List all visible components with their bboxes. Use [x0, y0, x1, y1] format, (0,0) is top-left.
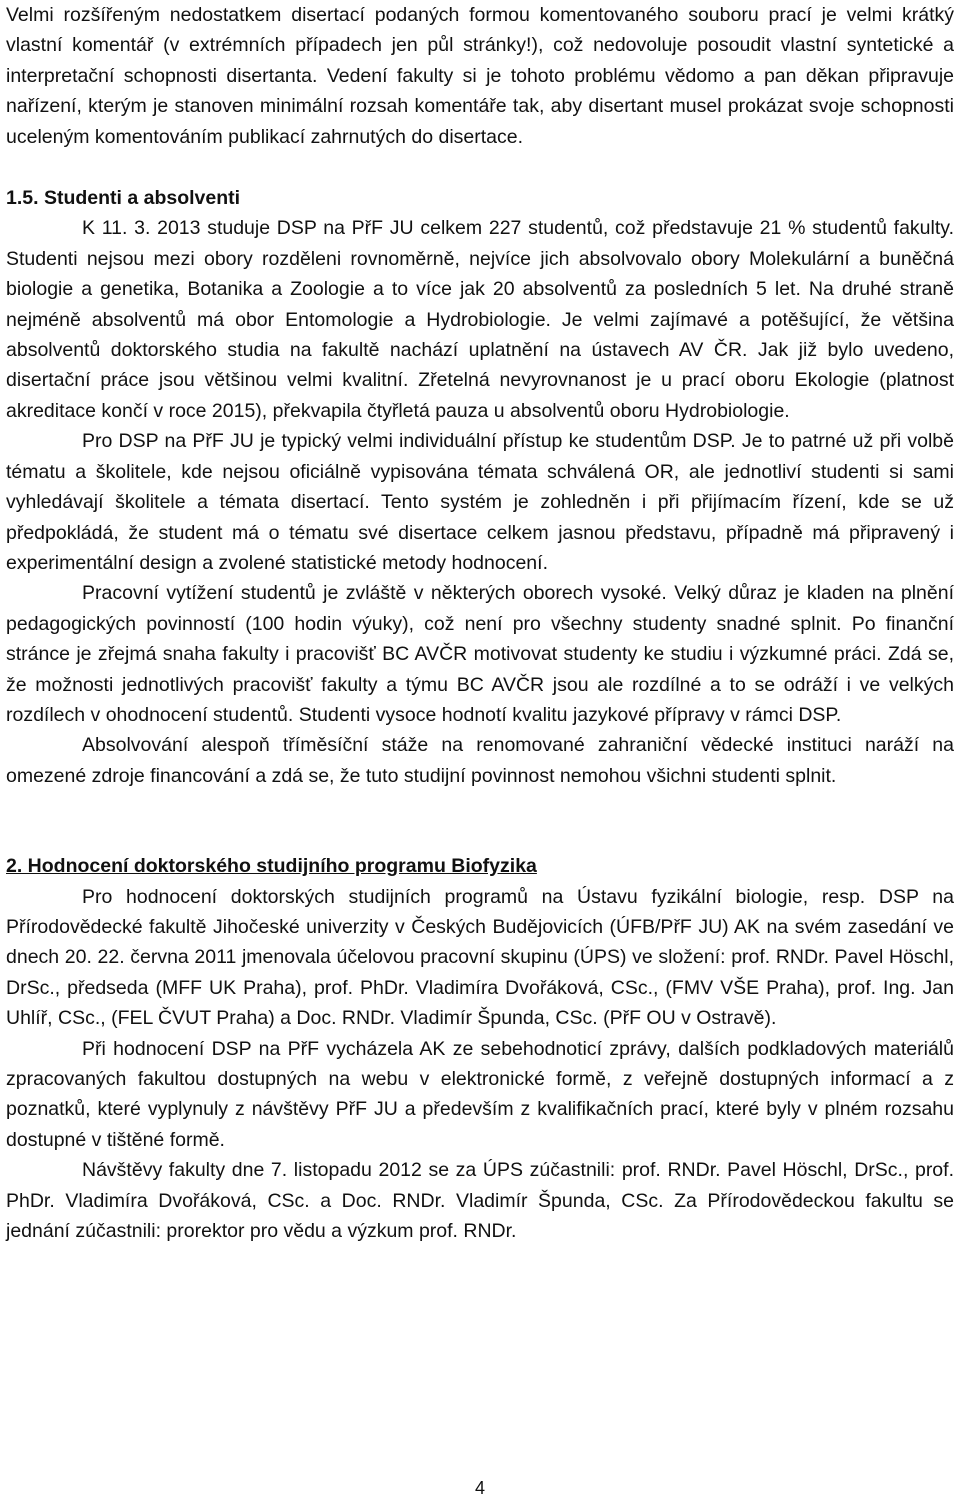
- paragraph-biofyzika-2: Při hodnocení DSP na PřF vycházela AK ze sebehodnoticí zprávy, dalších podkladových materiálů zpracovaných fakultou dostupných na webu v elektronické formě, z veřejně dostupných informací a z poznatků, které vyplynuly z návštěvy PřF JU a především z kvalifikačních prací, které byly v plném rozsahu dostupné v tištěné formě.: [6, 1037, 954, 1151]
- paragraph-intro: Velmi rozšířeným nedostatkem disertací podaných formou komentovaného souboru prací je velmi krátký vlastní komentář (v extrémních případech jen půl stránky!), což nedovoluje posoudit vlastní syntetické a interpretační schopnosti disertanta. Vedení fakulty si je tohoto problému vědomo a pan děkan připravuje nařízení, kterým je stanoven minimální rozsah komentáře tak, aby disertant musel prokázat svoje schopnosti uceleným komentováním publikací zahrnutých do disertace.: [6, 4, 954, 148]
- section-heading-1-5: 1.5. Studenti a absolventi: [6, 187, 241, 210]
- paragraph-students-4: Absolvování alespoň tříměsíční stáže na renomované zahraniční vědecké instituci naráží na omezené zdroje financování a zdá se, že tuto studijní povinnost nemohou všichni studenti splnit.: [6, 734, 954, 787]
- paragraph-students-3: Pracovní vytížení studentů je zvláště v některých oborech vysoké. Velký důraz je kladen na plnění pedagogických povinností (100 hodin výuky), což není pro všechny studenty snadné splnit. Po finanční stránce je zřejmá snaha fakulty i pracovišť BC AVČR motivovat studenty ke studiu i výzkumné práci. Zdá se, že možnosti jednotlivých pracovišť fakulty a týmu BC AVČR jsou ale rozdílné a to se odráží i ve velkých rozdílech v ohodnocení studentů. Studenti vysoce hodnotí kvalitu jazykové přípravy v rámci DSP.: [6, 582, 954, 726]
- page-number: 4: [474, 1478, 485, 1498]
- paragraph-students-1: K 11. 3. 2013 studuje DSP na PřF JU celkem 227 studentů, což představuje 21 % studentů fakulty. Studenti nejsou mezi obory rozděleni rovnoměrně, nejvíce jich absolvovalo obory Molekulární a buněčná biologie a genetika, Botanika a Zoologie a to více jak 20 absolventů za posledních 5 let. Na druhé straně nejméně absolventů má obor Entomologie a Hydrobiologie. Je velmi zajímavé a potěšující, že většina absolventů doktorského studia na fakultě nachází uplatnění na ústavech AV ČR. Jak již bylo uvedeno, disertační práce jsou většinou velmi kvalitní. Zřetelná nevyrovnanost je u prací oboru Ekologie (platnost akreditace končí v roce 2015), překvapila čtyřletá pauza u absolventů oboru Hydrobiologie.: [6, 217, 954, 422]
- paragraph-biofyzika-1: Pro hodnocení doktorských studijních programů na Ústavu fyzikální biologie, resp. DSP na Přírodovědecké fakultě Jihočeské univerzity v Českých Budějovicích (ÚFB/PřF JU) AK na svém zasedání ve dnech 20. 22. června 2011 jmenovala účelovou pracovní skupinu (ÚPS) ve složení: prof. RNDr. Pavel Höschl, DrSc., předseda (MFF UK Praha), prof. PhDr. Vladimíra Dvořáková, CSc., (FMV VŠE Praha), prof. Ing. Jan Uhlíř, CSc., (FEL ČVUT Praha) a Doc. RNDr. Vladimír Špunda, CSc. (PřF OU v Ostravě).: [6, 885, 954, 1030]
- section-heading-2: 2. Hodnocení doktorského studijního programu Biofyzika: [6, 855, 537, 878]
- paragraph-biofyzika-3: Návštěvy fakulty dne 7. listopadu 2012 se za ÚPS zúčastnili: prof. RNDr. Pavel Höschl, DrSc., prof. PhDr. Vladimíra Dvořáková, CSc. a Doc. RNDr. Vladimír Špunda, CSc. Za Přírodovědeckou fakultu se jednání zúčastnili: prorektor pro vědu a výzkum prof. RNDr.: [6, 1159, 954, 1243]
- paragraph-students-2: Pro DSP na PřF JU je typický velmi individuální přístup ke studentům DSP. Je to patrné už při volbě tématu a školitele, kde nejsou oficiálně vypisována témata schválená OR, ale jednotliví studenti si sami vyhledávají školitele a témata disertací. Tento systém je zohledněn i při přijímacím řízení, kde se už předpokládá, že student má o tématu své disertace celkem jasnou představu, případně má připravený i experimentální design a zvolené statistické metody hodnocení.: [6, 430, 954, 574]
- document-page: [6, 0, 954, 1246]
